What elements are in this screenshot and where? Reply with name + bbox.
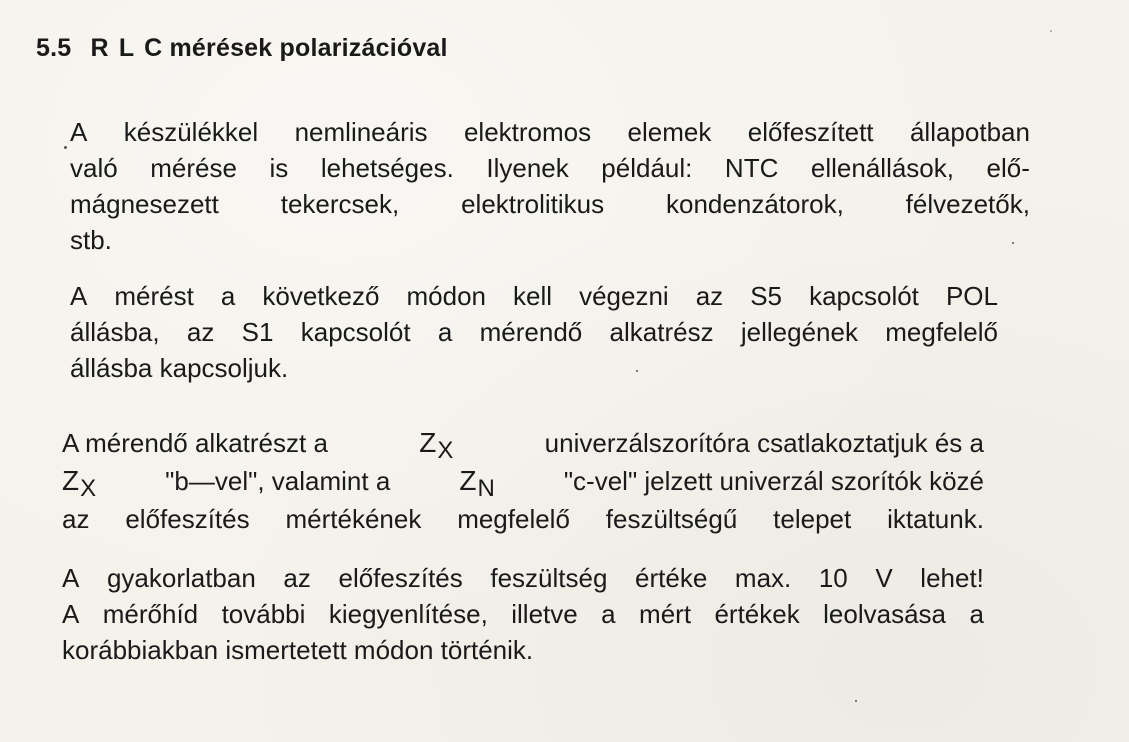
justified-line <box>70 186 1030 222</box>
word: kell <box>513 281 553 311</box>
text-segment: univerzálszorítóra csatlakoztatjuk és a <box>544 428 984 458</box>
paragraph-balancing <box>62 596 984 668</box>
justified-line <box>62 560 984 596</box>
text-line: állásba kapcsoljuk. <box>70 353 289 383</box>
text-line: korábbiakban ismertetett módon történik. <box>62 635 534 665</box>
word: elektrolitikus <box>461 189 605 219</box>
section-title-rest: mérések polarizációval <box>169 34 448 62</box>
word: állásba, <box>70 317 160 347</box>
word: A <box>70 117 88 147</box>
justified-line <box>70 114 1030 150</box>
word: mérendő <box>479 317 583 347</box>
word: megfelelő <box>457 504 570 534</box>
word: a <box>969 599 984 629</box>
word: állapotban <box>909 117 1030 147</box>
word: illetve <box>511 599 578 629</box>
justified-line <box>70 278 998 314</box>
word: lehetséges. <box>320 153 454 183</box>
word: mágnesezett <box>70 189 219 219</box>
justified-line <box>62 501 984 537</box>
word: az <box>62 504 90 534</box>
word: elő- <box>986 153 1030 183</box>
word: lehet! <box>920 563 984 593</box>
word: kapcsolót <box>809 281 919 311</box>
word: alkatrész <box>609 317 714 347</box>
print-speck <box>636 370 638 372</box>
paragraph-connection <box>62 425 984 537</box>
word: mérést <box>114 281 194 311</box>
word: kapcsolót <box>300 317 411 347</box>
text-line-zx <box>62 425 984 463</box>
print-speck <box>1012 242 1014 244</box>
word: kondenzátorok, <box>666 189 844 219</box>
word: max. <box>734 563 792 593</box>
print-speck <box>1050 30 1052 32</box>
word: további <box>221 599 306 629</box>
word: a <box>437 317 453 347</box>
word: a <box>601 599 616 629</box>
word: ellenállások, <box>810 153 954 183</box>
word: készülékkel <box>123 117 259 147</box>
paragraph-procedure <box>70 278 998 386</box>
word: is <box>269 153 289 183</box>
text-segment: "b—vel", valamint a <box>165 466 391 496</box>
word: például: <box>601 153 693 183</box>
paragraph-voltage-limit <box>62 560 984 596</box>
print-speck <box>64 146 67 149</box>
text-line-zn <box>62 463 984 501</box>
word: feszültségű <box>605 504 738 534</box>
section-title-rlc: R L C <box>90 34 163 62</box>
word: iktatunk. <box>887 504 984 534</box>
word: mérőhíd <box>102 599 199 629</box>
section-heading <box>36 34 448 63</box>
word: előfeszítés <box>125 504 250 534</box>
word: telepet <box>773 504 852 534</box>
section-number: 5.5 <box>36 34 72 62</box>
word: 10 <box>818 563 848 593</box>
word: értéke <box>635 563 708 593</box>
word: mértékének <box>285 504 422 534</box>
justified-line <box>70 150 1030 186</box>
paragraph-intro <box>70 114 1030 258</box>
word: félvezetők, <box>905 189 1030 219</box>
word: a <box>220 281 236 311</box>
word: jellegének <box>740 317 858 347</box>
word: végezni <box>579 281 669 311</box>
word: nemlineáris <box>294 117 428 147</box>
word: megfelelő <box>885 317 998 347</box>
word: következő <box>262 281 380 311</box>
word: elemek <box>627 117 712 147</box>
word: előfeszített <box>747 117 874 147</box>
word: NTC <box>724 153 779 183</box>
zx-symbol: ZX <box>419 427 454 464</box>
word: az <box>186 317 215 347</box>
justified-line <box>62 596 984 632</box>
zx-symbol: ZX <box>62 465 97 502</box>
word: A <box>70 281 88 311</box>
word: mért <box>639 599 692 629</box>
word: tekercsek, <box>280 189 400 219</box>
word: S5 <box>750 281 783 311</box>
word: leolvasása <box>823 599 947 629</box>
word: az <box>283 563 311 593</box>
word: gyakorlatban <box>106 563 256 593</box>
word: elektromos <box>463 117 592 147</box>
word: kiegyenlítése, <box>328 599 488 629</box>
word: való <box>70 153 118 183</box>
word: feszültség <box>490 563 608 593</box>
print-speck <box>855 700 857 702</box>
word: értékek <box>714 599 800 629</box>
word: V <box>875 563 893 593</box>
word: A <box>62 599 80 629</box>
text-segment: A mérendő alkatrészt a <box>62 428 328 458</box>
text-segment: "c-vel" jelzett univerzál szorítók közé <box>563 466 984 496</box>
zn-symbol: ZN <box>459 465 495 502</box>
word: előfeszítés <box>338 563 463 593</box>
word: POL <box>945 281 998 311</box>
word: módon <box>406 281 486 311</box>
word: az <box>695 281 724 311</box>
word: A <box>62 563 80 593</box>
word: Ilyenek <box>486 153 569 183</box>
word: mérése <box>150 153 237 183</box>
word: S1 <box>241 317 274 347</box>
justified-line <box>70 314 998 350</box>
text-line: stb. <box>70 225 112 255</box>
